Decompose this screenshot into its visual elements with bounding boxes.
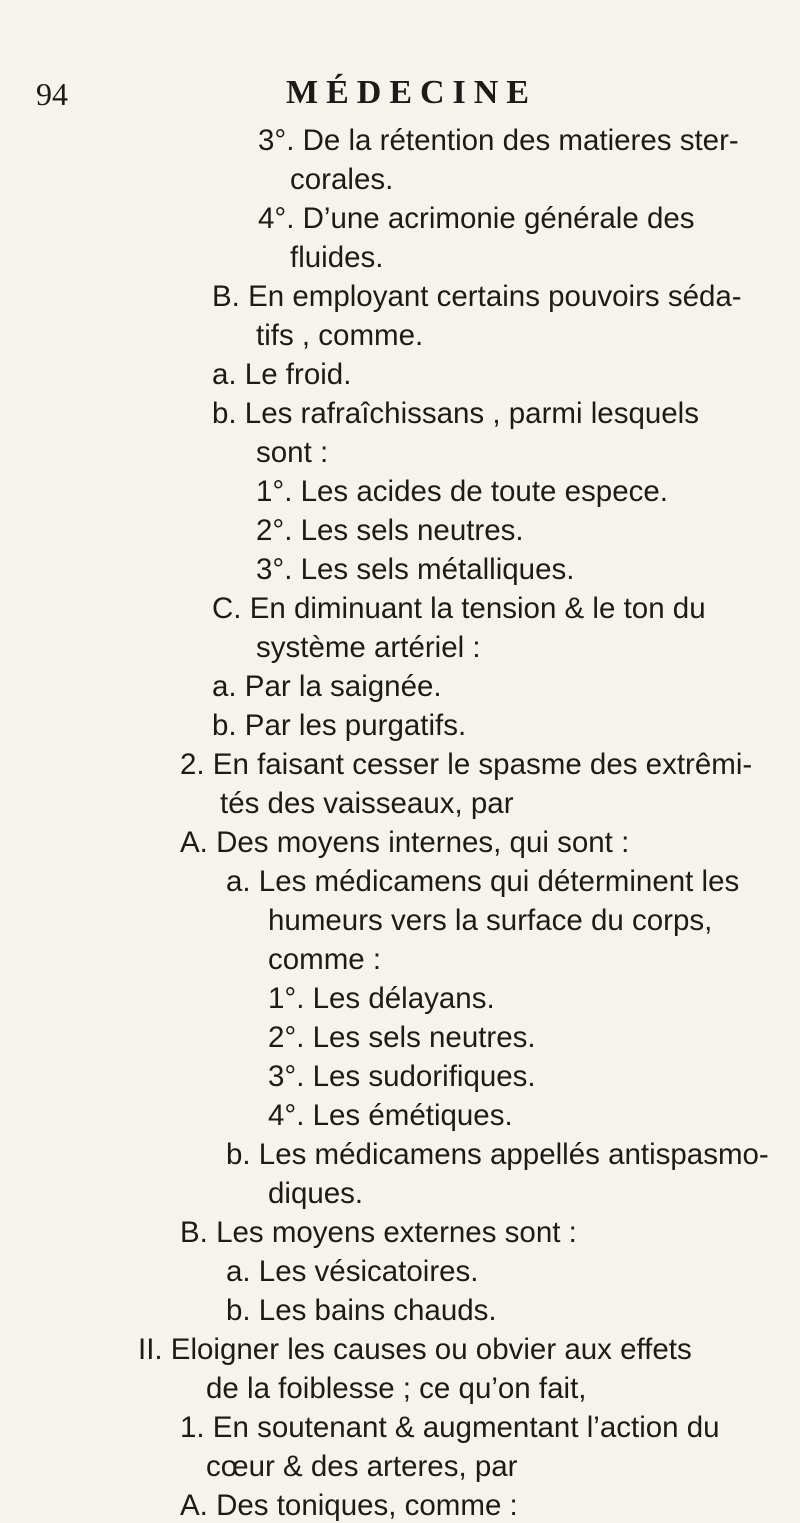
text-line: b. Les médicamens appellés antispasmo- — [226, 1138, 769, 1171]
text-line: 3°. De la rétention des matieres ster- — [258, 124, 739, 157]
text-line: 4°. D’une acrimonie générale des — [258, 202, 695, 235]
text-line: a. Par la saignée. — [212, 670, 442, 703]
text-line: humeurs vers la surface du corps, — [268, 904, 713, 937]
text-line: tifs , comme. — [256, 319, 424, 352]
text-line: diques. — [268, 1177, 364, 1210]
text-line: 3°. Les sels métalliques. — [256, 553, 575, 586]
text-line: b. Par les purgatifs. — [212, 709, 467, 742]
text-line: a. Le froid. — [212, 358, 352, 391]
text-line: a. Les vésicatoires. — [226, 1255, 479, 1288]
text-line: cœur & des arteres, par — [206, 1450, 518, 1483]
running-title: MÉDECINE — [286, 74, 538, 111]
text-line: 2. En faisant cesser le spasme des extrêmi- — [180, 748, 753, 781]
text-line: II. Eloigner les causes ou obvier aux effets — [138, 1333, 692, 1366]
text-line: b. Les rafraîchissans , parmi lesquels — [212, 397, 699, 430]
text-line: 1. En soutenant & augmentant l’action du — [180, 1411, 720, 1444]
text-line: sont : — [256, 436, 329, 469]
text-line: A. Des moyens internes, qui sont : — [180, 826, 630, 859]
text-line: 1°. Les délayans. — [268, 982, 495, 1015]
page-number: 94 — [36, 76, 68, 112]
text-line: comme : — [268, 943, 382, 976]
text-line: 2°. Les sels neutres. — [268, 1021, 536, 1054]
text-line: 1°. Les acides de toute espece. — [256, 475, 668, 508]
text-line: tés des vaisseaux, par — [220, 787, 514, 820]
text-line: fluides. — [290, 241, 384, 274]
text-line: de la foiblesse ; ce qu’on fait, — [206, 1372, 587, 1405]
text-line: B. Les moyens externes sont : — [180, 1216, 577, 1249]
text-line: a. Les médicamens qui déterminent les — [226, 865, 740, 898]
text-line: A. Des toniques, comme : — [180, 1489, 518, 1522]
text-line: système artériel : — [256, 631, 481, 664]
page-header — [0, 70, 800, 120]
text-line: b. Les bains chauds. — [226, 1294, 497, 1327]
text-line: B. En employant certains pouvoirs séda- — [212, 280, 742, 313]
text-line: 4°. Les émétiques. — [268, 1099, 513, 1132]
text-line: 2°. Les sels neutres. — [256, 514, 524, 547]
text-line: C. En diminuant la tension & le ton du — [212, 592, 706, 625]
text-line: corales. — [290, 163, 394, 196]
text-line: 3°. Les sudorifiques. — [268, 1060, 536, 1093]
